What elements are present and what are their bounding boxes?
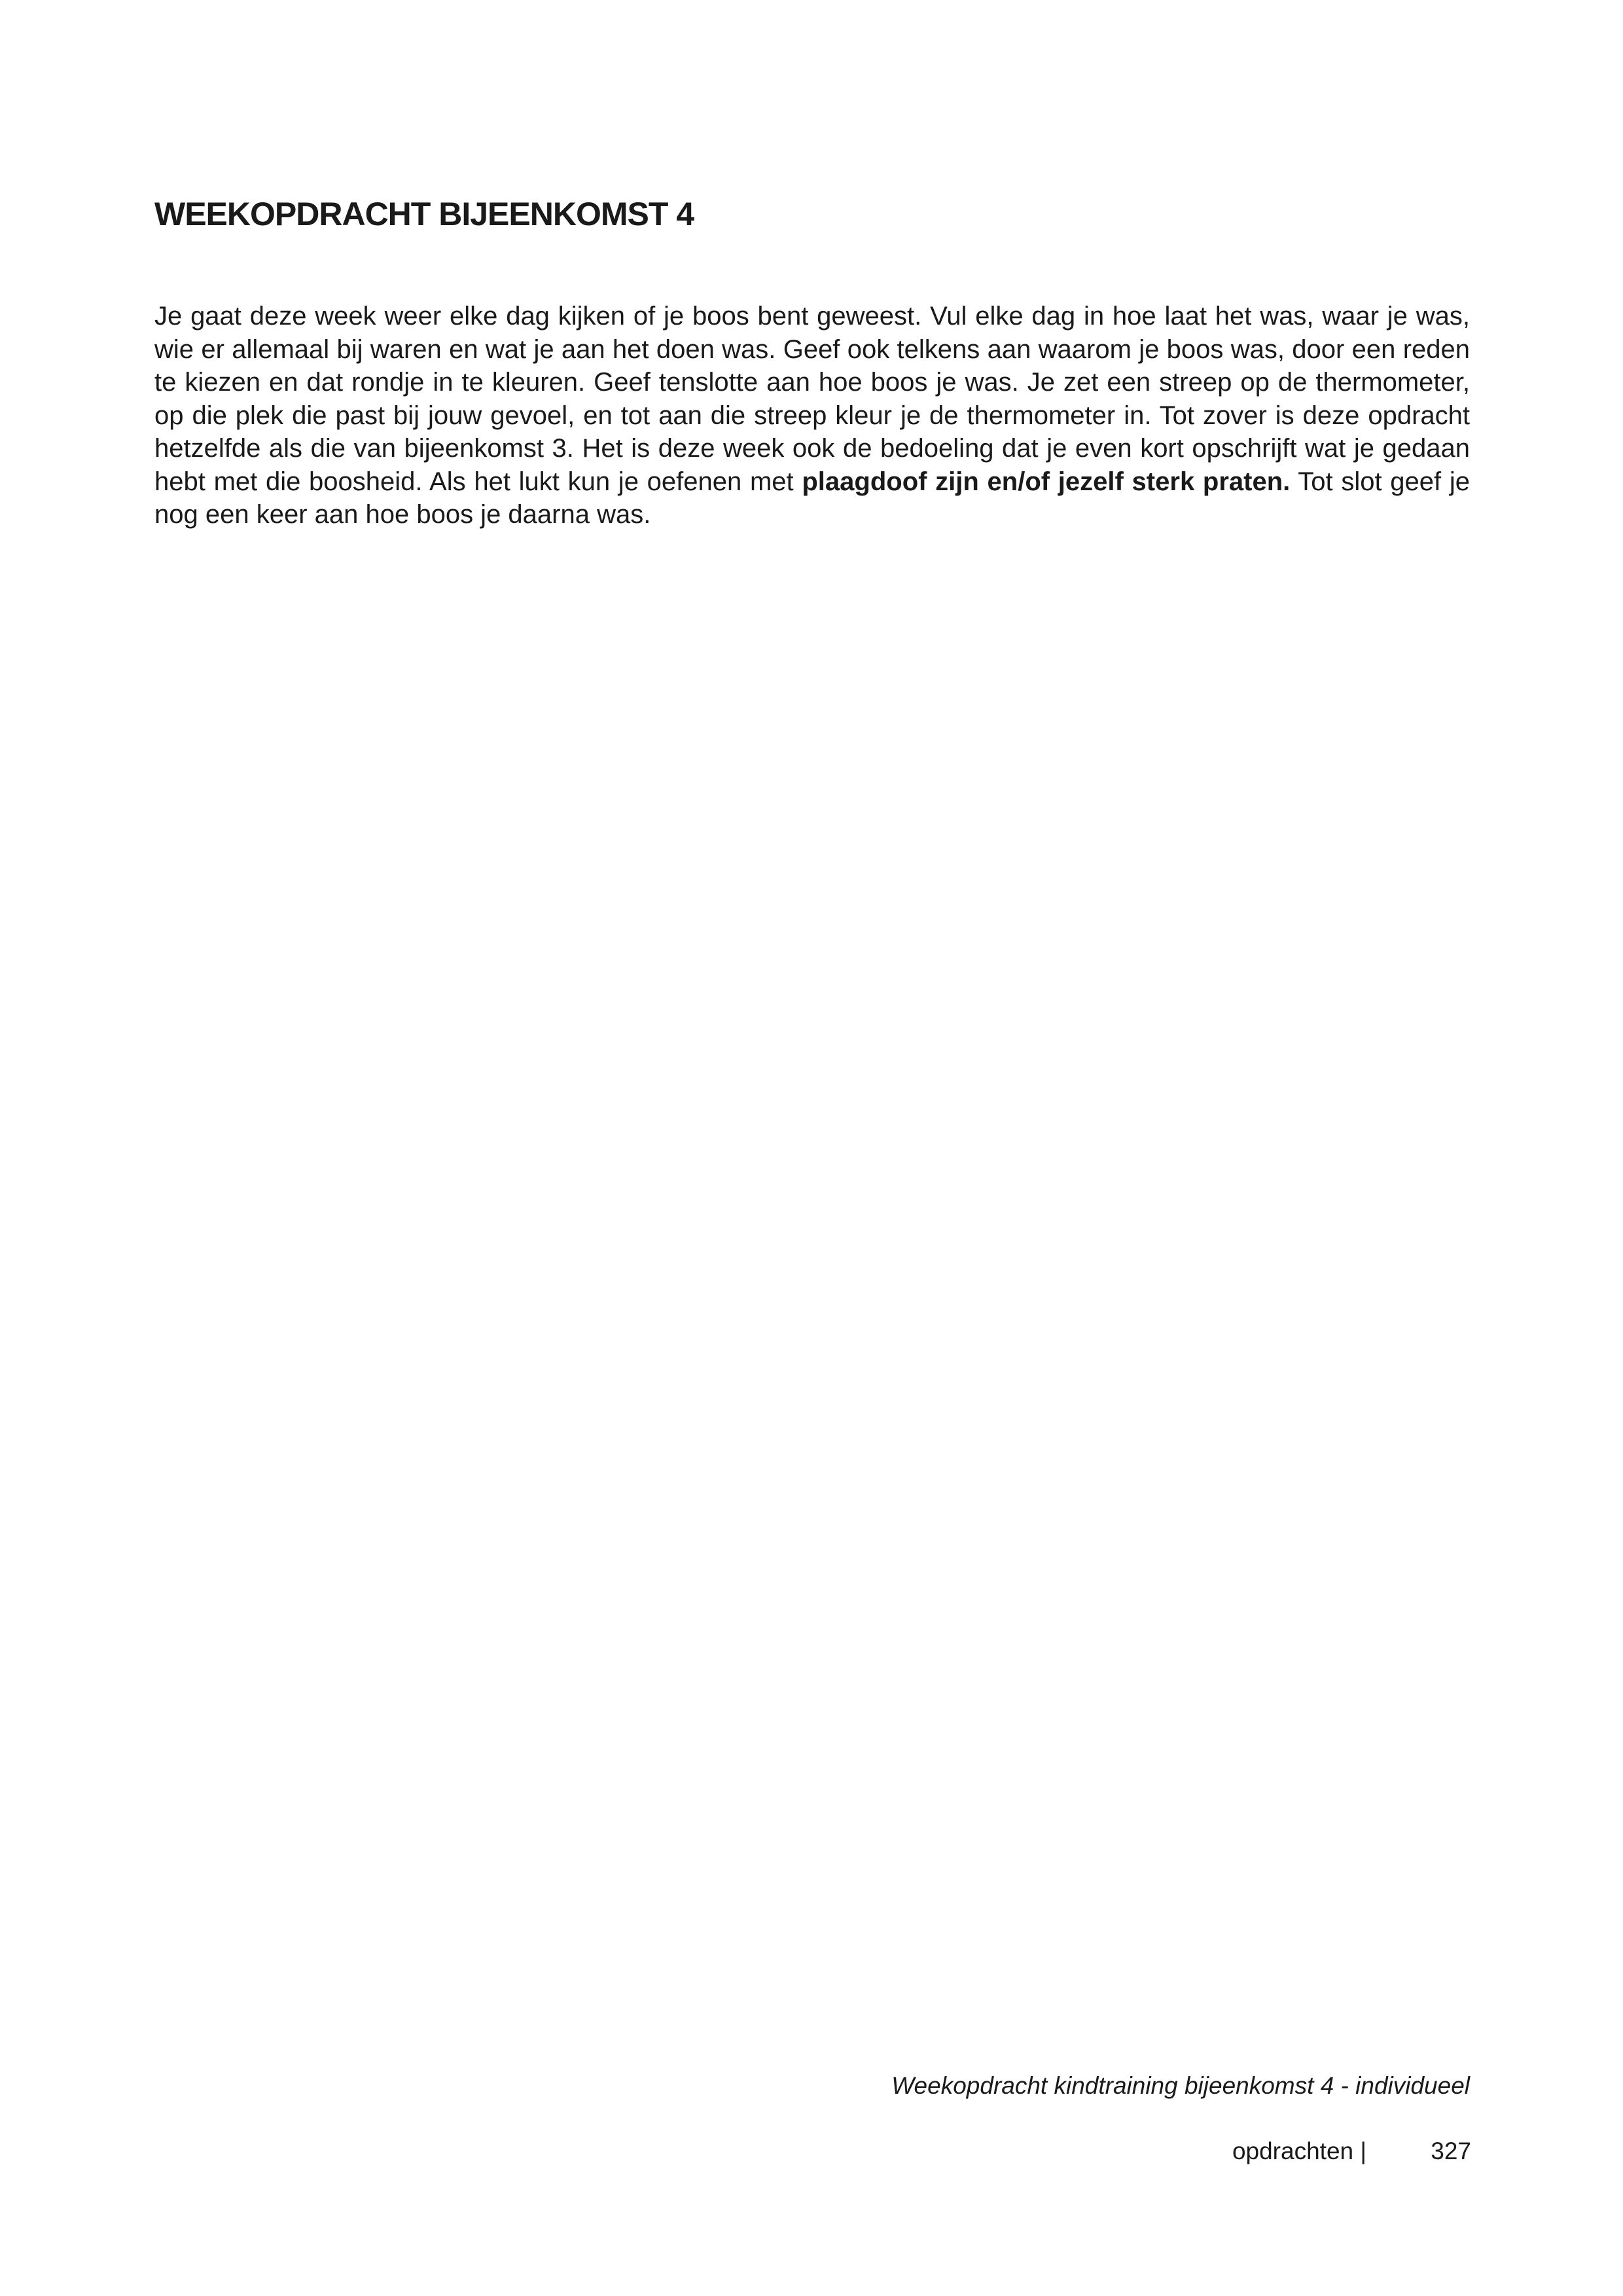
body-closing-text: Tot slot geef je nog een keer aan hoe boos je daarna was. — [154, 467, 1470, 529]
footer-section-label: opdrachten | — [1232, 2138, 1366, 2164]
body-emphasis-text: plaagdoof zijn en/of jezelf sterk praten. — [802, 467, 1291, 496]
footer-caption: Weekopdracht kindtraining bijeenkomst 4 - individueel — [891, 2072, 1470, 2099]
body-paragraph — [154, 300, 1470, 531]
page-title: WEEKOPDRACHT BIJEENKOMST 4 — [154, 196, 694, 232]
body-intro-text: Je gaat deze week weer elke dag kijken of je boos bent geweest. Vul elke dag in hoe laat het was, waar je was, wie er allemaal bij waren en wat je aan het doen was. Geef ook telkens aan waarom je boos was, door een reden te kiezen en dat rondje in te kleuren. Geef tenslotte aan hoe boos je was. Je zet een streep op de thermometer, op die plek die past bij jouw gevoel, en tot aan die streep kleur je de thermometer in. Tot zover is deze opdracht hetzelfde als die van bijeenkomst 3. Het is deze week ook de bedoeling dat je even kort opschrijft wat je gedaan hebt met die boosheid. Als het lukt kun je oefenen met — [154, 302, 1470, 496]
footer-page-number: 327 — [1431, 2138, 1471, 2164]
